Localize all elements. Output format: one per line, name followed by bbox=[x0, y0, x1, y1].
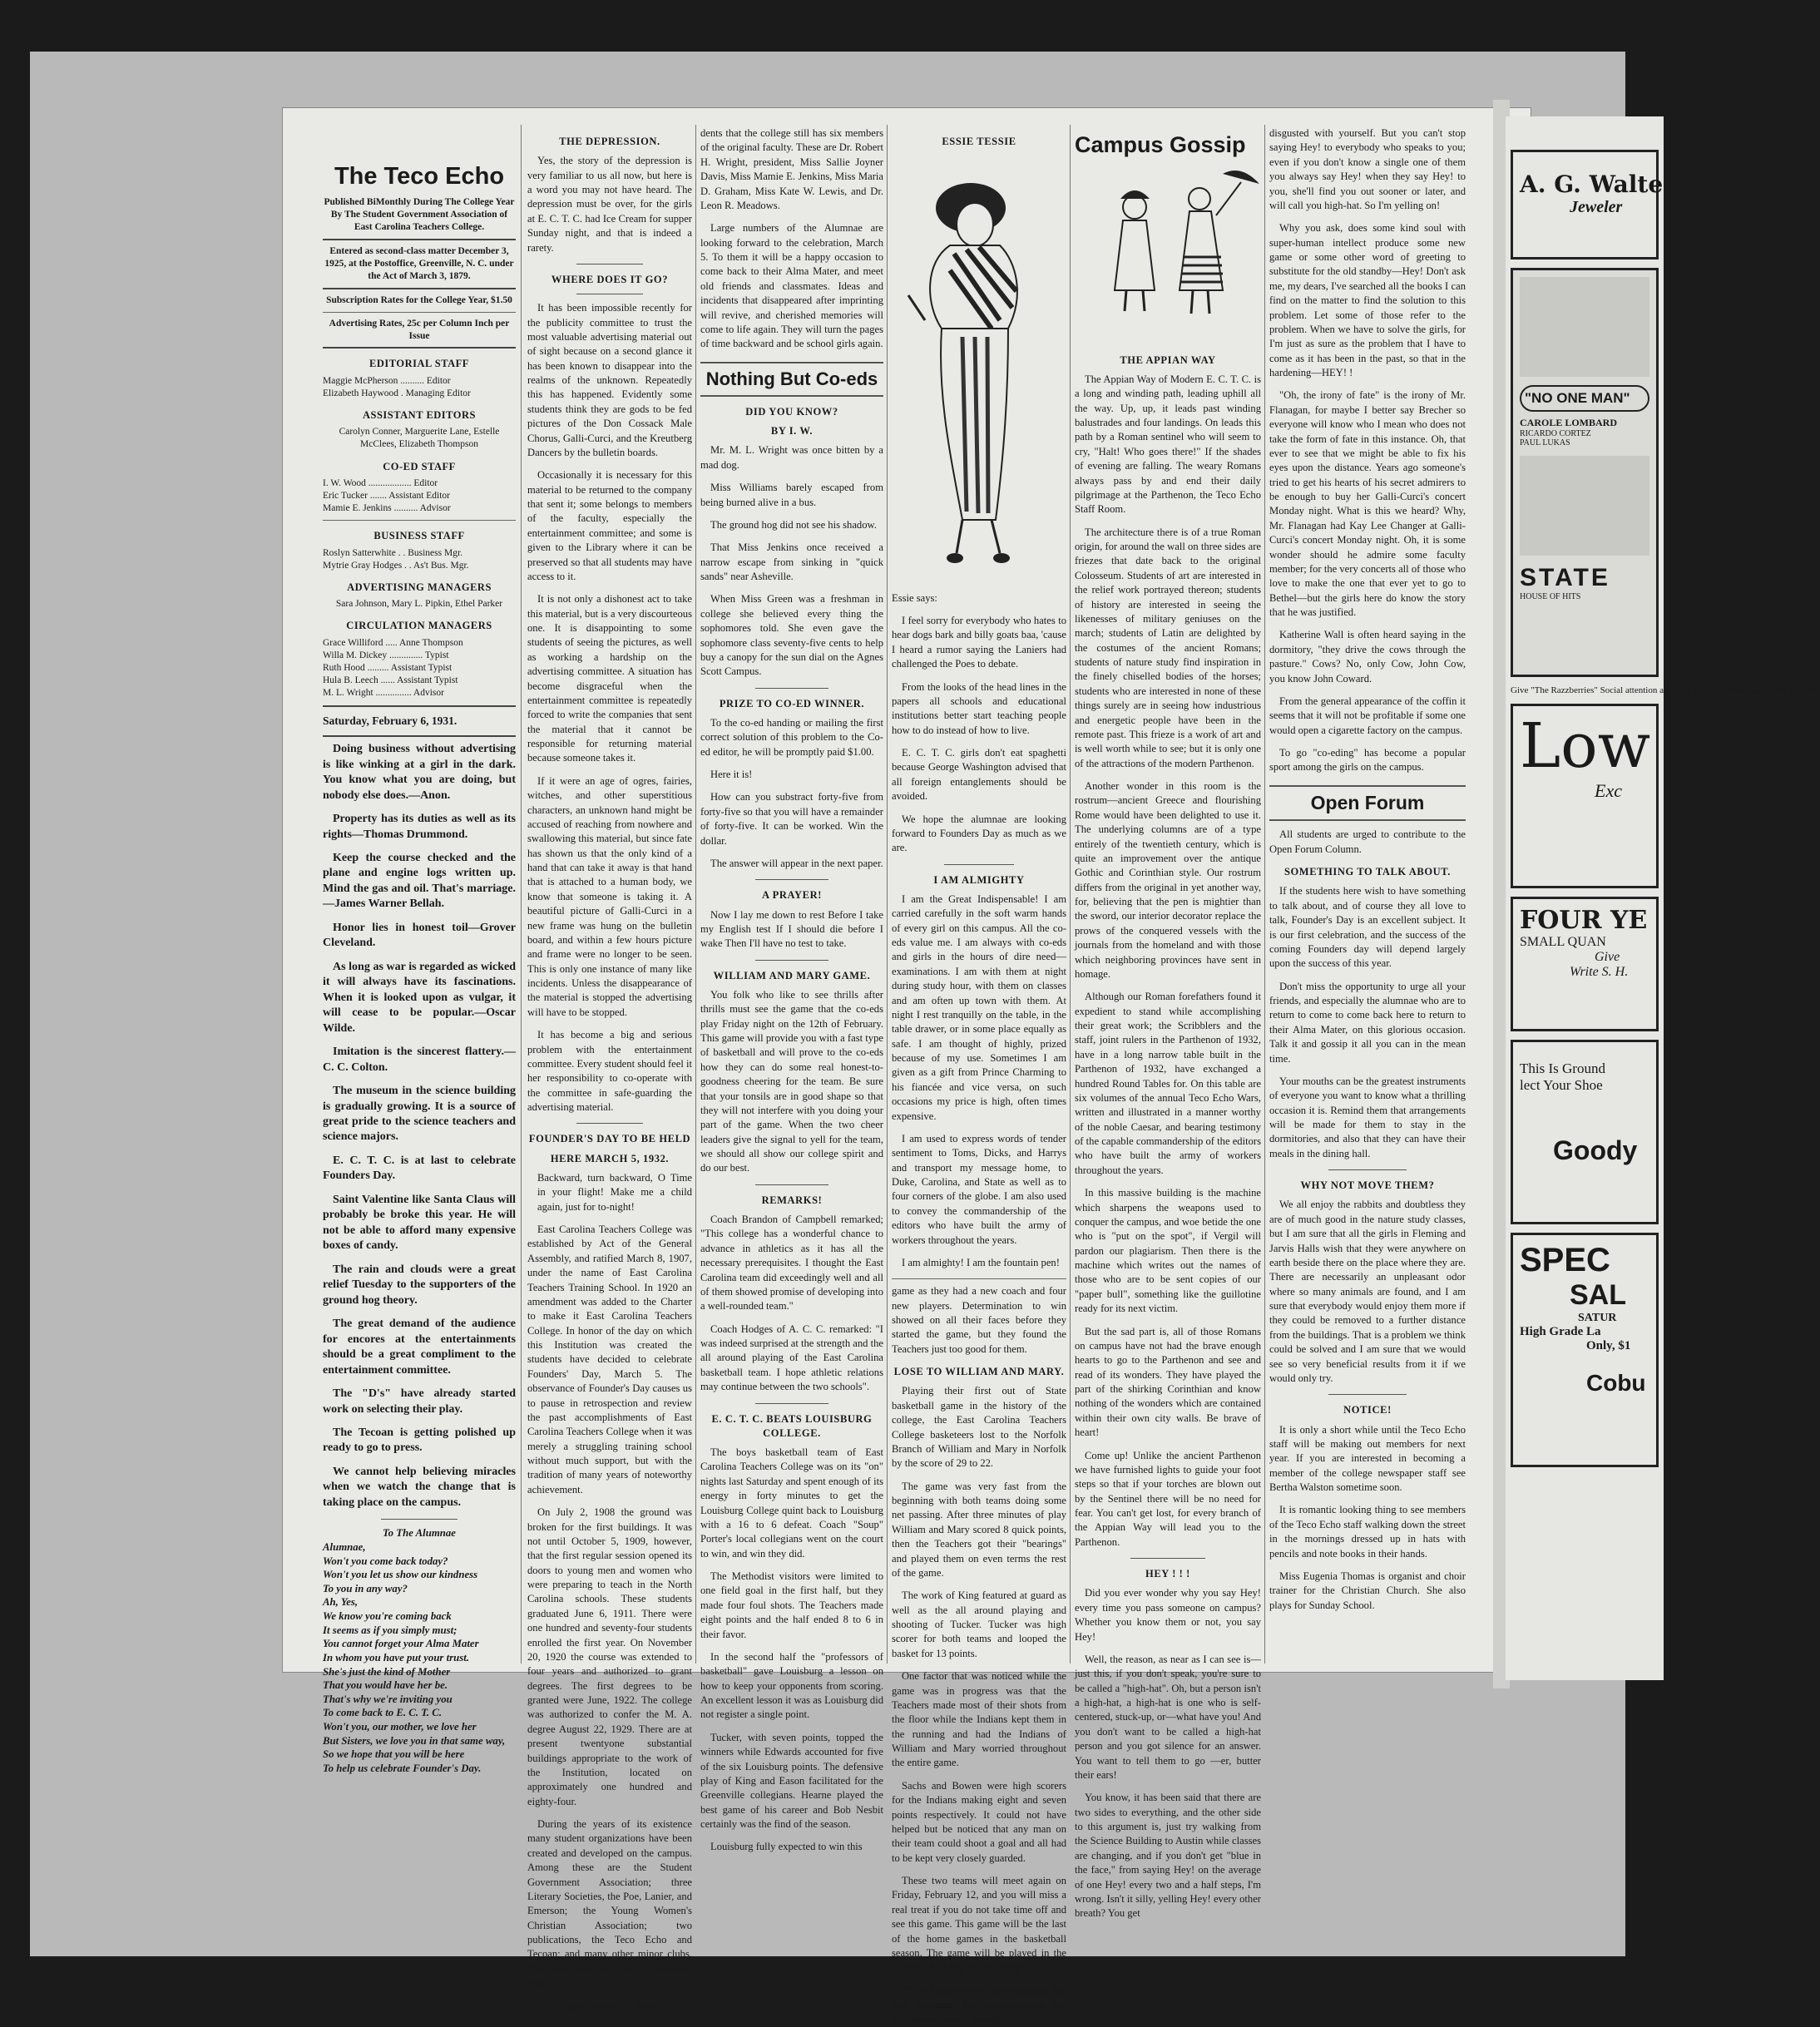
staff-line: Ruth Hood ......... Assistant Typist bbox=[323, 663, 453, 674]
article-paragraph: All students are urged to contribute to the Open Forum Column. bbox=[1269, 828, 1466, 855]
article-paragraph: It has been impossible recently for the publicity committee to trust the most valuable advertising material out of sight because on a second glance it has been known to disappear into the realms of the unknown. Repeatedly this has happened. Evidently some students think they are gods to be fed pictures of the Don Cossack Male Chorus, Galli-Curci, and the Kreutberg Dancers by the bulletin boards. bbox=[527, 302, 692, 458]
editorial-paragraph: The rain and clouds were a great relief Tuesday to the supporters of the ground hog theory. bbox=[323, 1263, 516, 1307]
divider bbox=[381, 1519, 458, 1520]
staff-line: Elizabeth Haywood . Managing Editor bbox=[323, 388, 471, 398]
editorial-paragraph: The "D's" have already started work on selecting their play. bbox=[323, 1387, 516, 1416]
poem-line: It seems as if you simply must; bbox=[323, 1624, 457, 1636]
jeweler-name: A. G. Walte bbox=[1520, 171, 1664, 198]
divider bbox=[755, 1403, 828, 1404]
poem-line: In whom you have put your trust. bbox=[323, 1651, 470, 1664]
staff-heading: CIRCULATION MANAGERS bbox=[346, 620, 492, 632]
article-paragraph: Occasionally it is necessary for this material to be returned to the company that sent it; some belongs to members of the faculty, especially the entertainment committee; and some is given to the Library where it can be preserved so that all students may have access to it. bbox=[527, 469, 692, 582]
article-paragraph: From the looks of the head lines in the papers all schools and educational institutions better start teaching people how to do instead of how to live. bbox=[892, 680, 1066, 736]
article-paragraph: We all enjoy the rabbits and doubtless they are of much good in the nature study classes, but I am sure that all the girls in Fleming and Jarvis Halls wish that they were anywhere on earth beside there on the place where they are. There are necessarily an unpleasant odor where so many animals are found, and I am sure that everybody would enjoy them more if they could be removed to a further distance from the buildings. That is a problem we think could be solved and I am sure that we would see so very beneficial results from it if we would only try. bbox=[1269, 1199, 1466, 1384]
article-heading: E. C. T. C. BEATS LOUISBURG COLLEGE. bbox=[711, 1412, 873, 1439]
poem-line: Won't you let us show our kindness bbox=[323, 1569, 478, 1581]
article-paragraph: Coach Hodges of A. C. C. remarked: "I was indeed surprised at the strength and the all around playing of the East Carolina basketball team. I hope athletic relations may continue between the two schools". bbox=[700, 1322, 883, 1393]
facing-ad-page bbox=[1506, 116, 1820, 1680]
column-rule bbox=[1264, 125, 1265, 1664]
column-rule bbox=[887, 125, 888, 1664]
article-paragraph: Playing their first out of State basketball game in the history of the college, the East Carolina Teachers College basketeers lost to the Norfolk Branch of William and Mary in Norfolk by the score of 29 to 22. bbox=[892, 1385, 1066, 1470]
divider bbox=[944, 864, 1014, 865]
divider bbox=[323, 705, 516, 707]
article-paragraph: I am used to express words of tender sentiment to Toms, Dicks, and Harrys and transport my message home, to Duke, Carolina, and State as well as to four corners of the globe. I am also used to convey the commandership of the editors who have built the army of workers throughout the years. bbox=[892, 1132, 1066, 1246]
sale-day: SATUR bbox=[1578, 1312, 1617, 1324]
staff-heading: BUSINESS STAFF bbox=[373, 530, 465, 542]
entry-note: Entered as second-class matter December 3, 1925, at the Postoffice, Greenville, N. C. under the Act of March 3, 1879. bbox=[324, 245, 514, 281]
article-paragraph: Essie says: bbox=[892, 591, 937, 604]
article-paragraph: Why you ask, does some kind soul with super-human intellect produce some new game or some other word of greeting to substitute for the old standby—Hey! Don't ask me, my dears, I've searched all the books I can find on the matter to find the solution to this problem. Let some of those refer to the problem. When we have to solve the girls, for I'm just as sure as the problem that I have to come as it has been in the past, so that in the hardening—HEY! ! bbox=[1269, 222, 1466, 378]
article-paragraph: To the co-ed handing or mailing the first correct solution of this problem to the Co-ed editor, he will be promptly paid $1.00. bbox=[700, 716, 883, 758]
movie-star: CAROLE LOMBARD bbox=[1520, 417, 1618, 428]
article-paragraph: Don't miss the opportunity to urge all your friends, and especially the alumnae who are to return to come to come back here to return to their Alma Mater, on this glorious occasion. Talk it and gossip it all you can in the mean time. bbox=[1269, 980, 1466, 1065]
article-paragraph: It is romantic looking thing to see members of the Teco Echo staff walking down the street in the mornings dressed up in hats with pencils and note books in their hands. bbox=[1269, 1504, 1466, 1560]
article-paragraph: But the sad part is, all of those Romans on campus have not had the brave enough hearts to go to the Parthenon and see and read of its wonders. They have played the part of the shirking Corinthian and know nothing of the wonders which are contained within their own city walls. Be brave of heart! bbox=[1075, 1325, 1261, 1439]
article-paragraph: game as they had a new coach and four new players. Determination to win showed on all their faces before they started the game, but they found the Teachers just too good for them. bbox=[892, 1285, 1066, 1355]
editorial-paragraph: E. C. T. C. is at last to celebrate Founders Day. bbox=[323, 1154, 516, 1183]
staff-line: Mamie E. Jenkins .......... Advisor bbox=[323, 503, 451, 514]
divider bbox=[755, 1184, 828, 1185]
article-paragraph: I am almighty! I am the fountain pen! bbox=[902, 1256, 1060, 1268]
article-paragraph: The work of King featured at guard as well as the all around playing and shooting of Tucker. Tucker was high scorer for both teams and looped the basket for 13 points. bbox=[892, 1589, 1066, 1659]
article-paragraph: These two teams will meet again on Friday, February 12, and you will miss a real treat if you do not take time off and see this game. This game will be the last of the home games in the basketball season. The game will be played in the Campus Building at the college. bbox=[892, 1875, 1066, 1974]
staff-line: Maggie McPherson .......... Editor bbox=[323, 375, 451, 386]
low-title: Low bbox=[1520, 710, 1651, 782]
editorial-paragraph: Keep the course checked and the plane and engine logs written up. Mind the gas and oil. That's marriage.—James Warner Bellah. bbox=[323, 851, 516, 911]
low-ad bbox=[1511, 704, 1659, 888]
four-year-line: SMALL QUAN bbox=[1520, 935, 1606, 949]
article-paragraph: Tucker, with seven points, topped the winners while Edwards accounted for five of the six Louisburg points. The defensive play of King and Eason facilitated for the Greenville collegians. Hearne played the best game of his career and Bob Nesbit certainly was the find of the season. bbox=[700, 1731, 883, 1831]
article-heading: A PRAYER! bbox=[762, 889, 822, 902]
low-subtitle: Exc bbox=[1595, 780, 1622, 802]
staff-line: I. W. Wood .................. Editor bbox=[323, 477, 438, 488]
sale-title: SPEC bbox=[1520, 1242, 1610, 1278]
publication-note: Published BiMonthly During The College Year By The Student Government Association of East Carolina Teachers College. bbox=[324, 197, 515, 232]
jeweler-subtitle: Jeweler bbox=[1570, 198, 1623, 216]
four-year-line: Write S. H. bbox=[1570, 965, 1629, 979]
article-paragraph: Louisburg fully expected to win this bbox=[710, 1841, 863, 1853]
poem-line: We know you're coming back bbox=[323, 1610, 452, 1623]
article-paragraph: Here it is! bbox=[710, 769, 753, 781]
article-paragraph: You folk who like to see thrills after thrills must see the game that the co-eds play Friday night on the 12th of February. This game will provide you with a fast type of basketball and will prove to the co-eds how they can do some real honest-to-goodness cheering for the team. Be sure that your tonsils are in good shape so that they will not interfere with you doing your part of the game. When the two cheer leaders give the signal to yell for the team, we should all show our college spirit and do our best. bbox=[700, 988, 883, 1174]
column-rule bbox=[521, 125, 522, 1664]
article-paragraph: To go "co-eding" has become a popular sport among the girls on the campus. bbox=[1269, 747, 1466, 774]
article-paragraph: The game was very fast from the beginning with both teams doing some net passing. After three minutes of play William and Mary scored 8 quick points, then the Teachers got their "bearings" and played them on even terms the rest of the game. bbox=[892, 1480, 1066, 1579]
article-paragraph: The boys basketball team of East Carolina Teachers College was on its "on" nights last Saturday and spent enough of its energy in forty minutes to get the Louisburg College quint back to Louisburg with a 16 to 6 defeat. Coach "Soup" Porter's local collegians went on the court to win, and win they did. bbox=[700, 1446, 883, 1560]
article-paragraph: It is of great interest to the stu- bbox=[537, 2000, 666, 2012]
divider bbox=[1130, 1558, 1205, 1559]
divider bbox=[576, 1123, 642, 1124]
article-paragraph: When Miss Green was a freshman in college she believed every thing the sophomores told. She even gave the sophomore class seventy-five cents to help buy a canopy for the sun dial on the Agnes Scott Campus. bbox=[700, 593, 883, 678]
shoe-line: This Is Ground bbox=[1520, 1060, 1605, 1076]
article-paragraph: I feel sorry for everybody who hates to hear dogs bark and billy goats baa, 'cause I heard a rumor saying the Laniers had challenged the Poes to debate. bbox=[892, 615, 1066, 670]
article-paragraph: One factor that was noticed while the game was in progress was that the Teachers made most of their shots from the floor while the Indians kept them in the running and had the Indians of William and Mary worried throughout the entire game. bbox=[892, 1670, 1066, 1769]
article-heading: LOSE TO WILLIAM AND MARY. bbox=[893, 1366, 1065, 1378]
poem-line: That you would have her be. bbox=[323, 1679, 448, 1692]
movie-ad bbox=[1511, 268, 1659, 677]
divider bbox=[323, 312, 516, 313]
article-paragraph: Well, the reason, as near as I can see is—just this, if you don't speak, you're sure to be called a "high-hat". Oh, but a person isn't a high-hat, a high-hat is one who is self-centered, stuck-up, or—what have you! And you don't want to be called a high-hat person and you got silence for an answer. You want to tell them to go —er, butter their ears! bbox=[1075, 1653, 1261, 1781]
article-paragraph: We hope the alumnae are looking forward to Founders Day as much as we are. bbox=[892, 813, 1066, 854]
article-paragraph: During the years of its existence many student organizations have been created and developed on the campus. Among these are the Student Government Association; three Literary Societies, the Poe, Lanier, and Emerson; the Young Women's Christian Association; two publications, the Teco Echo and Tecoan; and many other minor clubs. This year there is a boy's basketball team. bbox=[527, 1818, 692, 1990]
divider bbox=[755, 879, 828, 880]
movie-photo bbox=[1520, 277, 1649, 377]
staff-line: Willa M. Dickey .............. Typist bbox=[323, 650, 449, 660]
staff-heading: ADVERTISING MANAGERS bbox=[347, 581, 492, 593]
poem-line: To come back to E. C. T. C. bbox=[323, 1707, 443, 1719]
theatre-subtitle: HOUSE OF HITS bbox=[1520, 592, 1581, 601]
staff-line: Roslyn Satterwhite . . Business Mgr. bbox=[323, 547, 463, 558]
divider bbox=[755, 688, 828, 689]
poem-line: To you in any way? bbox=[323, 1582, 408, 1594]
poem-line: To help us celebrate Founder's Day. bbox=[323, 1762, 482, 1774]
article-heading: WHERE DOES IT GO? bbox=[551, 273, 669, 285]
article-heading: DID YOU KNOW? bbox=[745, 405, 838, 418]
article-heading: ESSIE TESSIE bbox=[942, 136, 1016, 147]
poem-line: So we hope that you will be here bbox=[323, 1748, 465, 1761]
article-heading: HEY ! ! ! bbox=[1145, 1568, 1190, 1580]
special-sale-ad bbox=[1511, 1233, 1659, 1467]
staff-line: Eric Tucker ....... Assistant Editor bbox=[323, 491, 451, 502]
article-paragraph: disgusted with yourself. But you can't stop saying Hey! to everybody who speaks to you; even if you don't know a single one of them you always say Hey! when they say Hey! to you, she'll find you out sooner or later, and will call you high-hat. So I'm yelling on! bbox=[1269, 127, 1466, 211]
article-paragraph: Another wonder in this room is the rostrum—ancient Greece and flourishing Rome would have been delighted to use it. The underlying columns are of a type entirely of the twentieth century, which is quite an improvement over the antique Gothic and Corinthian style. Our rostrum differs from the original in yet another way, for, believing that the pen is mightier than the sword, our interior decorator replace the prows of the conquered vessels with the journals from the homeland and with those which neighboring provinces have sent in homage. bbox=[1075, 780, 1261, 980]
advertising-rates: Advertising Rates, 25c per Column Inch per Issue bbox=[329, 318, 510, 341]
jeweler-ad bbox=[1511, 150, 1664, 260]
staff-line: Sara Johnson, Mary L. Pipkin, Ethel Parker bbox=[335, 599, 503, 610]
editorial-paragraph: Imitation is the sincerest flattery.—C. C. Colton. bbox=[323, 1046, 516, 1074]
article-paragraph: It is only a short while until the Teco Echo staff will be making out members for next year. If you are interested in becoming a member of the college newspaper staff see Bertha Walston sometime soon. bbox=[1269, 1423, 1466, 1494]
shoe-brand: Goody bbox=[1553, 1135, 1638, 1165]
article-subheading: HERE MARCH 5, 1932. bbox=[550, 1152, 670, 1164]
column-masthead bbox=[323, 126, 516, 1774]
article-paragraph: That Miss Jenkins once received a narrow escape from sinking in "quick sands" near Asheville. bbox=[700, 541, 883, 583]
article-paragraph: Your mouths can be the greatest instruments of everyone you want to know what a thrilling occasion it is. Remind them that arrangements will be made for them to stay in the dormitories, and also that they can have their meals in the dining hall. bbox=[1269, 1075, 1466, 1159]
article-heading: PRIZE TO CO-ED WINNER. bbox=[719, 697, 865, 709]
article-paragraph: Katherine Wall is often heard saying in the dormitory, "they drive the cows through the pasture." Cows? No, only Cow, John Cow, you know John Coward. bbox=[1269, 629, 1466, 685]
subscription-rates: Subscription Rates for the College Year, $1.50 bbox=[326, 294, 512, 305]
article-paragraph: E. C. T. C. girls don't eat spaghetti because George Washington advised that all foreign entanglements should be avoided. bbox=[892, 747, 1066, 803]
divider bbox=[323, 347, 516, 349]
article-paragraph: Sachs and Bowen were high scorers for the Indians making eight and seven points respectively. It could not have helped but be noticed that any man on their team could shoot a goal and all had to be kept very closely guarded. bbox=[892, 1779, 1066, 1864]
article-heading: REMARKS! bbox=[761, 1194, 823, 1206]
campus-gossip-cartoon bbox=[1075, 166, 1261, 340]
sale-line: Only, $1 bbox=[1586, 1339, 1631, 1352]
byline: BY I. W. bbox=[770, 425, 814, 438]
article-paragraph: The ground hog did not see his shadow. bbox=[710, 518, 877, 531]
staff-line: Carolyn Conner, Marguerite Lane, Estelle McClees, Elizabeth Thompson bbox=[339, 427, 500, 450]
poem-line: But Sisters, we love you in that same way, bbox=[323, 1734, 506, 1747]
section-heading: Nothing But Co-eds bbox=[700, 362, 883, 397]
divider bbox=[892, 1278, 1066, 1279]
four-year-title: FOUR YE bbox=[1520, 906, 1648, 935]
article-paragraph: In the second half the "professors of basketball" gave Louisburg a lesson on how to keep your opponents from scoring. An excellent lesson it was as Louisburg did not register a single point. bbox=[700, 1650, 883, 1721]
divider bbox=[1328, 1394, 1407, 1395]
article-heading: FOUNDER'S DAY TO BE HELD bbox=[528, 1133, 691, 1145]
article-paragraph: Miss Eugenia Thomas is organist and choir trainer for the Christian Church. She also plays for Sunday School. bbox=[1269, 1570, 1466, 1611]
article-heading: I AM ALMIGHTY bbox=[933, 873, 1025, 886]
staff-line: Hula B. Leech ...... Assistant Typist bbox=[323, 675, 458, 686]
editorial-paragraph: As long as war is regarded as wicked it will always have its fascinations. When it is looked upon as vulgar, it will cease to be popular.—Oscar Wilde. bbox=[323, 960, 516, 1035]
article-paragraph: How can you substract forty-five from forty-five so that you will have a remainder of forty-five. It can be worked. Win the dollar. bbox=[700, 791, 883, 847]
editorial-paragraph: The museum in the science building is gradually growing. It is a source of great pride to the science teachers and science majors. bbox=[323, 1085, 516, 1144]
sale-subtitle: SAL bbox=[1570, 1279, 1626, 1311]
staff-line: Grace Williford ..... Anne Thompson bbox=[323, 637, 463, 648]
section-heading: Open Forum bbox=[1269, 785, 1466, 822]
poem-line: Alumnae, bbox=[323, 1540, 366, 1553]
article-paragraph: The architecture there is of a true Roman origin, for around the wall on three sides are friezes that date back to the original Colosseum. Students of art are interested in the relief work portrayed thereon; students of history are interested in seeing the likenesses of military geniuses on the march; students of Latin are delighted by the costumes of the ancient Romans; students of nature study find inspiration in the finely chiselled bodies of the horses; students who are interested in none of these things surely are in seeing how industrious and energetic people have been in the remote past. This frieze is a work of art and is well worth while to see; but it is only one of the attractions of the modern Parthenon. bbox=[1075, 526, 1261, 769]
staff-heading: ASSISTANT EDITORS bbox=[363, 409, 476, 422]
divider bbox=[323, 239, 516, 240]
divider bbox=[323, 520, 516, 521]
article-paragraph: The answer will appear in the next paper. bbox=[710, 857, 883, 869]
sale-store: Cobu bbox=[1586, 1370, 1646, 1396]
fashion-illustration bbox=[892, 154, 1066, 586]
article-paragraph: Yes, the story of the depression is very familiar to us all now, but here is a word you may not have heard. The depression must be over, for the girls at E. C. T. C. had Ice Cream for supper Sunday night, and that is indeed a rarety. bbox=[527, 155, 692, 254]
section-heading: Campus Gossip bbox=[1075, 132, 1246, 157]
article-paragraph: In this massive building is the machine which sharpens the weapons used to conquer the campus, and woe betide the one who is "put on the spot", if Vergil will pardon our plagiarism. Then there is the machine which writes out the names of those who are to be sent copies of our "paper bull", something like the guillotine ready for its next victim. bbox=[1075, 1187, 1261, 1315]
poem-line: She's just the kind of Mother bbox=[323, 1665, 451, 1678]
issue-date: Saturday, February 6, 1931. bbox=[323, 714, 457, 727]
article-paragraph: From the general appearance of the coffin it seems that it will not be profitable if some one would open a cigarette factory on the campus. bbox=[1269, 695, 1466, 736]
article-paragraph: East Carolina Teachers College was established by Act of the General Assembly, and ratified March 8, 1907, under the name of East Carolina Teachers Training School. In 1920 an amendment was added to the Charter to make it East Carolina Teachers College. In honor of the day on which this Institution was created the students have decided to celebrate Founders' Day, March 5. The observance of Founder's Day causes us to pause in retrospection and review the past accomplishments of East Carolina Teachers College when it was merely a struggling training school without much support, but with the tradition of many years of noteworthy achievement. bbox=[527, 1224, 692, 1496]
four-year-line: Give bbox=[1595, 950, 1620, 964]
article-paragraph: "The Razzberries" are available for any occasion. For engagements, see Katherine Jones, manager. bbox=[892, 1984, 1066, 2025]
poem-line: You cannot forget your Alma Mater bbox=[323, 1638, 479, 1650]
verse: Backward, turn backward, O Time in your flight! Make me a child again, just for to-night! bbox=[537, 1171, 692, 1213]
article-heading: SOMETHING TO TALK ABOUT. bbox=[1283, 866, 1452, 878]
article-paragraph: Large numbers of the Alumnae are looking forward to the celebration, March 5. To them it will be a happy occasion to come back to their Alma Mater, and meet old friends and classmates. Ideas and incidents that disappeared after imprinting will revive, and cherished memories will come to life again. They will turn the pages of time backward and be school girls again. bbox=[700, 222, 883, 350]
movie-costar: RICARDO CORTEZ bbox=[1520, 429, 1591, 438]
article-paragraph: The Appian Way of Modern E. C. T. C. is a long and winding path, leading uphill all the way. Up, up, it leads past winding balustrades and four landings. On leads this path by a Roman sentinel who will seem to cry, "Halt! Who goes there!" If the shades of evening are falling. The weary Romans always pass by and end their daily pilgrimage at the Parthenon, the Teco Echo Staff Room. bbox=[1075, 373, 1261, 516]
article-paragraph: The Methodist visitors were limited to one field goal in the first half, but they made four foul shots. The Teachers made eight points and the half ended 8 to 6 in their favor. bbox=[700, 1570, 883, 1640]
column-2 bbox=[527, 126, 692, 2012]
staff-line: Mytrie Gray Hodges . . As't Bus. Mgr. bbox=[323, 560, 469, 571]
four-year-ad bbox=[1511, 897, 1659, 1031]
shoe-line: lect Your Shoe bbox=[1520, 1077, 1603, 1093]
poem-line: That's why we're inviting you bbox=[323, 1693, 453, 1705]
alumnae-poem bbox=[323, 1526, 516, 1775]
poem-title: To The Alumnae bbox=[383, 1527, 456, 1540]
staff-heading: CO-ED STAFF bbox=[383, 460, 456, 472]
column-6 bbox=[1269, 126, 1466, 1657]
column-rule bbox=[695, 125, 696, 1664]
prayer-verse: Now I lay me down to rest Before I take my English test If I should die before I wake Then I'll have no test to take. bbox=[700, 908, 883, 950]
column-4 bbox=[892, 126, 1066, 2025]
movie-title: "NO ONE MAN" bbox=[1520, 385, 1649, 412]
editorial-paragraph: Property has its duties as well as its rights—Thomas Drummond. bbox=[323, 813, 516, 841]
editorial-paragraph: Saint Valentine like Santa Claus will probably be broke this year. He will not be able to afford many expensive boxes of candy. bbox=[323, 1193, 516, 1253]
column-3 bbox=[700, 126, 883, 1853]
ad-note: Give "The Razzberries" Social attention and they will be encouraged on the campus. bbox=[1511, 685, 1820, 695]
masthead-title: The Teco Echo bbox=[334, 163, 505, 190]
article-paragraph: If it were an age of ogres, fairies, witches, and other superstitious characters, an unknown hand might be accused of reaching from nowhere and swallowing this material, but since fate has shown us that the only kind of a hand that can take it away is that hand that is attached to a human body, we know that someone is taking it. A beautiful picture of Galli-Curci in a new frame was hung on the bulletin board, and within a few hours picture and frame were no longer to be seen. This is only one instance of many like incidents. Unless the disappearance of the material is stopped the advertising will have to be stopped. bbox=[527, 774, 692, 1018]
article-paragraph: dents that the college still has six members of the original faculty. These are Dr. Robert H. Wright, president, Miss Sallie Joyner Davis, Miss Mamie E. Jenkins, Miss Maria D. Graham, Miss Kate W. Lewis, and Dr. Leon R. Meadows. bbox=[700, 127, 883, 211]
editorial-paragraph: We cannot help believing miracles when we watch the change that is taking place on the campus. bbox=[323, 1465, 516, 1509]
article-paragraph: It is not only a dishonest act to take this material, but is a very discourteous one. It is disappointing to some students of seeing the pictures, as well as working a hardship on the advertising committee. A situation has become disgraceful when the entertainment committee is repeatedly forced to write the companies that sent the material that it cannot be responsible for returning material because someone takes it. bbox=[527, 593, 692, 764]
staff-line: M. L. Wright ............... Advisor bbox=[323, 688, 444, 699]
poem-line: Won't you, our mother, we love her bbox=[323, 1721, 477, 1733]
article-paragraph: On July 2, 1908 the ground was broken for the first buildings. It was not until October 5, 1909, however, that the first regular session opened its doors to young men and women who were preparing to teach in the North Carolina schools. These students graduated June 6, 1911. There were one hundred and seventy-four students enrolled the first year. On November 20, 1920 the course was extended to four years and authorized to grant degrees. The first degrees to be granted were June, 1922. The college was authorized to confer the M. A. degree August 22, 1929. There are at present twentyone substantial buildings appropriate to the work of the Institution, located on approximately one hundred and eighty-four. bbox=[527, 1506, 692, 1807]
shoe-ad bbox=[1511, 1040, 1659, 1224]
divider bbox=[1328, 1169, 1407, 1170]
article-paragraph: Coach Brandon of Campbell remarked; "This college has a wonderful chance to advance in athletics as it has all the necessary prerequisites. I thought the East Carolina team did exceedingly well and all of them showed promise of developing into a well-rounded team." bbox=[700, 1214, 883, 1313]
divider bbox=[755, 960, 828, 961]
poem-line: Ah, Yes, bbox=[323, 1596, 359, 1609]
article-paragraph: Did you ever wonder why you say Hey! every time you pass someone on campus? Whether you know them or not, you say Hey! bbox=[1075, 1587, 1261, 1643]
editorial-paragraph: The Tecoan is getting polished up ready to go to press. bbox=[323, 1426, 516, 1455]
article-heading: THE APPIAN WAY bbox=[1120, 353, 1216, 366]
sale-line: High Grade La bbox=[1520, 1325, 1601, 1338]
article-paragraph: I am the Great Indispensable! I am carried carefully in the soft warm hands of every girl on this campus. All the co-eds value me. I am always with co-eds and girls in the hours of dire need—examinations. I am with them at night during study hour, with them on classes and am often up town with them. At night I rest tranquilly on the table, in the table drawer, or in some place equally as safe. I am thought of highly, prized because of my use. Sometimes I am given as a gift from Prince Charming to his fiancée and vice versa, on such occasions my price is high, often times expensive. bbox=[892, 892, 1066, 1122]
article-paragraph: If the students here wish to have something to talk about, and of course they all love to talk, Founder's Day is an excellent subject. It is our first celebration, and the success of the coming Founders day will depend largely upon the success of this year. bbox=[1269, 885, 1466, 970]
staff-heading: EDITORIAL STAFF bbox=[369, 358, 469, 370]
article-paragraph: Come up! Unlike the ancient Parthenon we have furnished lights to guide your foot steps so that if your torches are blown out by the Sentinel there will be no need for fear. You can't get lost, for every branch of the Appian Way will lead you to the Parthenon. bbox=[1075, 1449, 1261, 1548]
article-heading: THE DEPRESSION. bbox=[559, 136, 660, 147]
editorial-paragraph: Honor lies in honest toil—Grover Cleveland. bbox=[323, 921, 516, 950]
editorial-paragraph: The great demand of the audience for encores at the entertainments should be a great compliment to the entertainment committee. bbox=[323, 1318, 516, 1377]
column-5 bbox=[1075, 126, 1261, 1920]
movie-photo bbox=[1520, 456, 1649, 556]
article-heading: NOTICE! bbox=[1343, 1404, 1392, 1416]
article-paragraph: Miss Williams barely escaped from being burned alive in a bus. bbox=[700, 482, 883, 508]
article-paragraph: Mr. M. L. Wright was once bitten by a mad dog. bbox=[700, 444, 883, 471]
article-heading: WILLIAM AND MARY GAME. bbox=[713, 969, 871, 981]
article-paragraph: You know, it has been said that there are two sides to everything, and the other side to this argument is, just try walking from the Science Building to Austin while classes are changing, and if you don't get "blue in the face," from saying Hey! on the average of one Hey! every two and a half steps, I'm wrong. Isn't it silly, yelling Hey! every other breath? You get bbox=[1075, 1792, 1261, 1920]
editorial-paragraph: Doing business without advertising is like winking at a girl in the dark. You know what you are doing, but nobody else does.—Anon. bbox=[323, 743, 516, 802]
theatre-name: STATE bbox=[1520, 564, 1610, 591]
movie-costar: PAUL LUKAS bbox=[1520, 438, 1570, 447]
divider bbox=[323, 288, 516, 289]
article-heading: WHY NOT MOVE THEM? bbox=[1300, 1179, 1435, 1192]
column-rule bbox=[1070, 125, 1071, 1664]
article-paragraph: "Oh, the irony of fate" is the irony of Mr. Flanagan, for maybe I better say Brecher so everyone will know who I mean who does not take the form of fate in this instance. Oh, that ever to see that we might be able to fix his eyes upon the distance. Years ago someone's tried to get his hearts of his secret admirers to be enough to buy her Galli-Curci's concert Monday night. What is this we heard? Why, Mr. Flanagan had Kay Lee Changer at Galli-Curci's concert Monday night. Oh, it is some wonder should he admire some faculty member; for the very concerts all of those who love to make the one that ever yet to go to Bethel—but the girls here do know the story that he was justified. bbox=[1269, 389, 1466, 618]
divider bbox=[323, 735, 516, 737]
article-paragraph: It has become a big and serious problem with the entertainment committee. Every student should feel it her responsibility to co-operate with the committee in safe-guarding the advertising material. bbox=[527, 1029, 692, 1113]
article-paragraph: Although our Roman forefathers found it expedient to stand while accomplishing their great work; the Scribblers and the staff, joint rulers in the Parthenon of 1932, have in a long narrow table built in the Parthenon of 1932, have exchanged a hundred Round Tables for. On this table are six volumes of the annual Teco Echo Wars, written and illustrated in a manner worthy of the noble Caesar, and bearing testimony of the capable commandership of the editors who have built the army of workers throughout the years. bbox=[1075, 991, 1261, 1176]
poem-line: Won't you come back today? bbox=[323, 1555, 448, 1567]
